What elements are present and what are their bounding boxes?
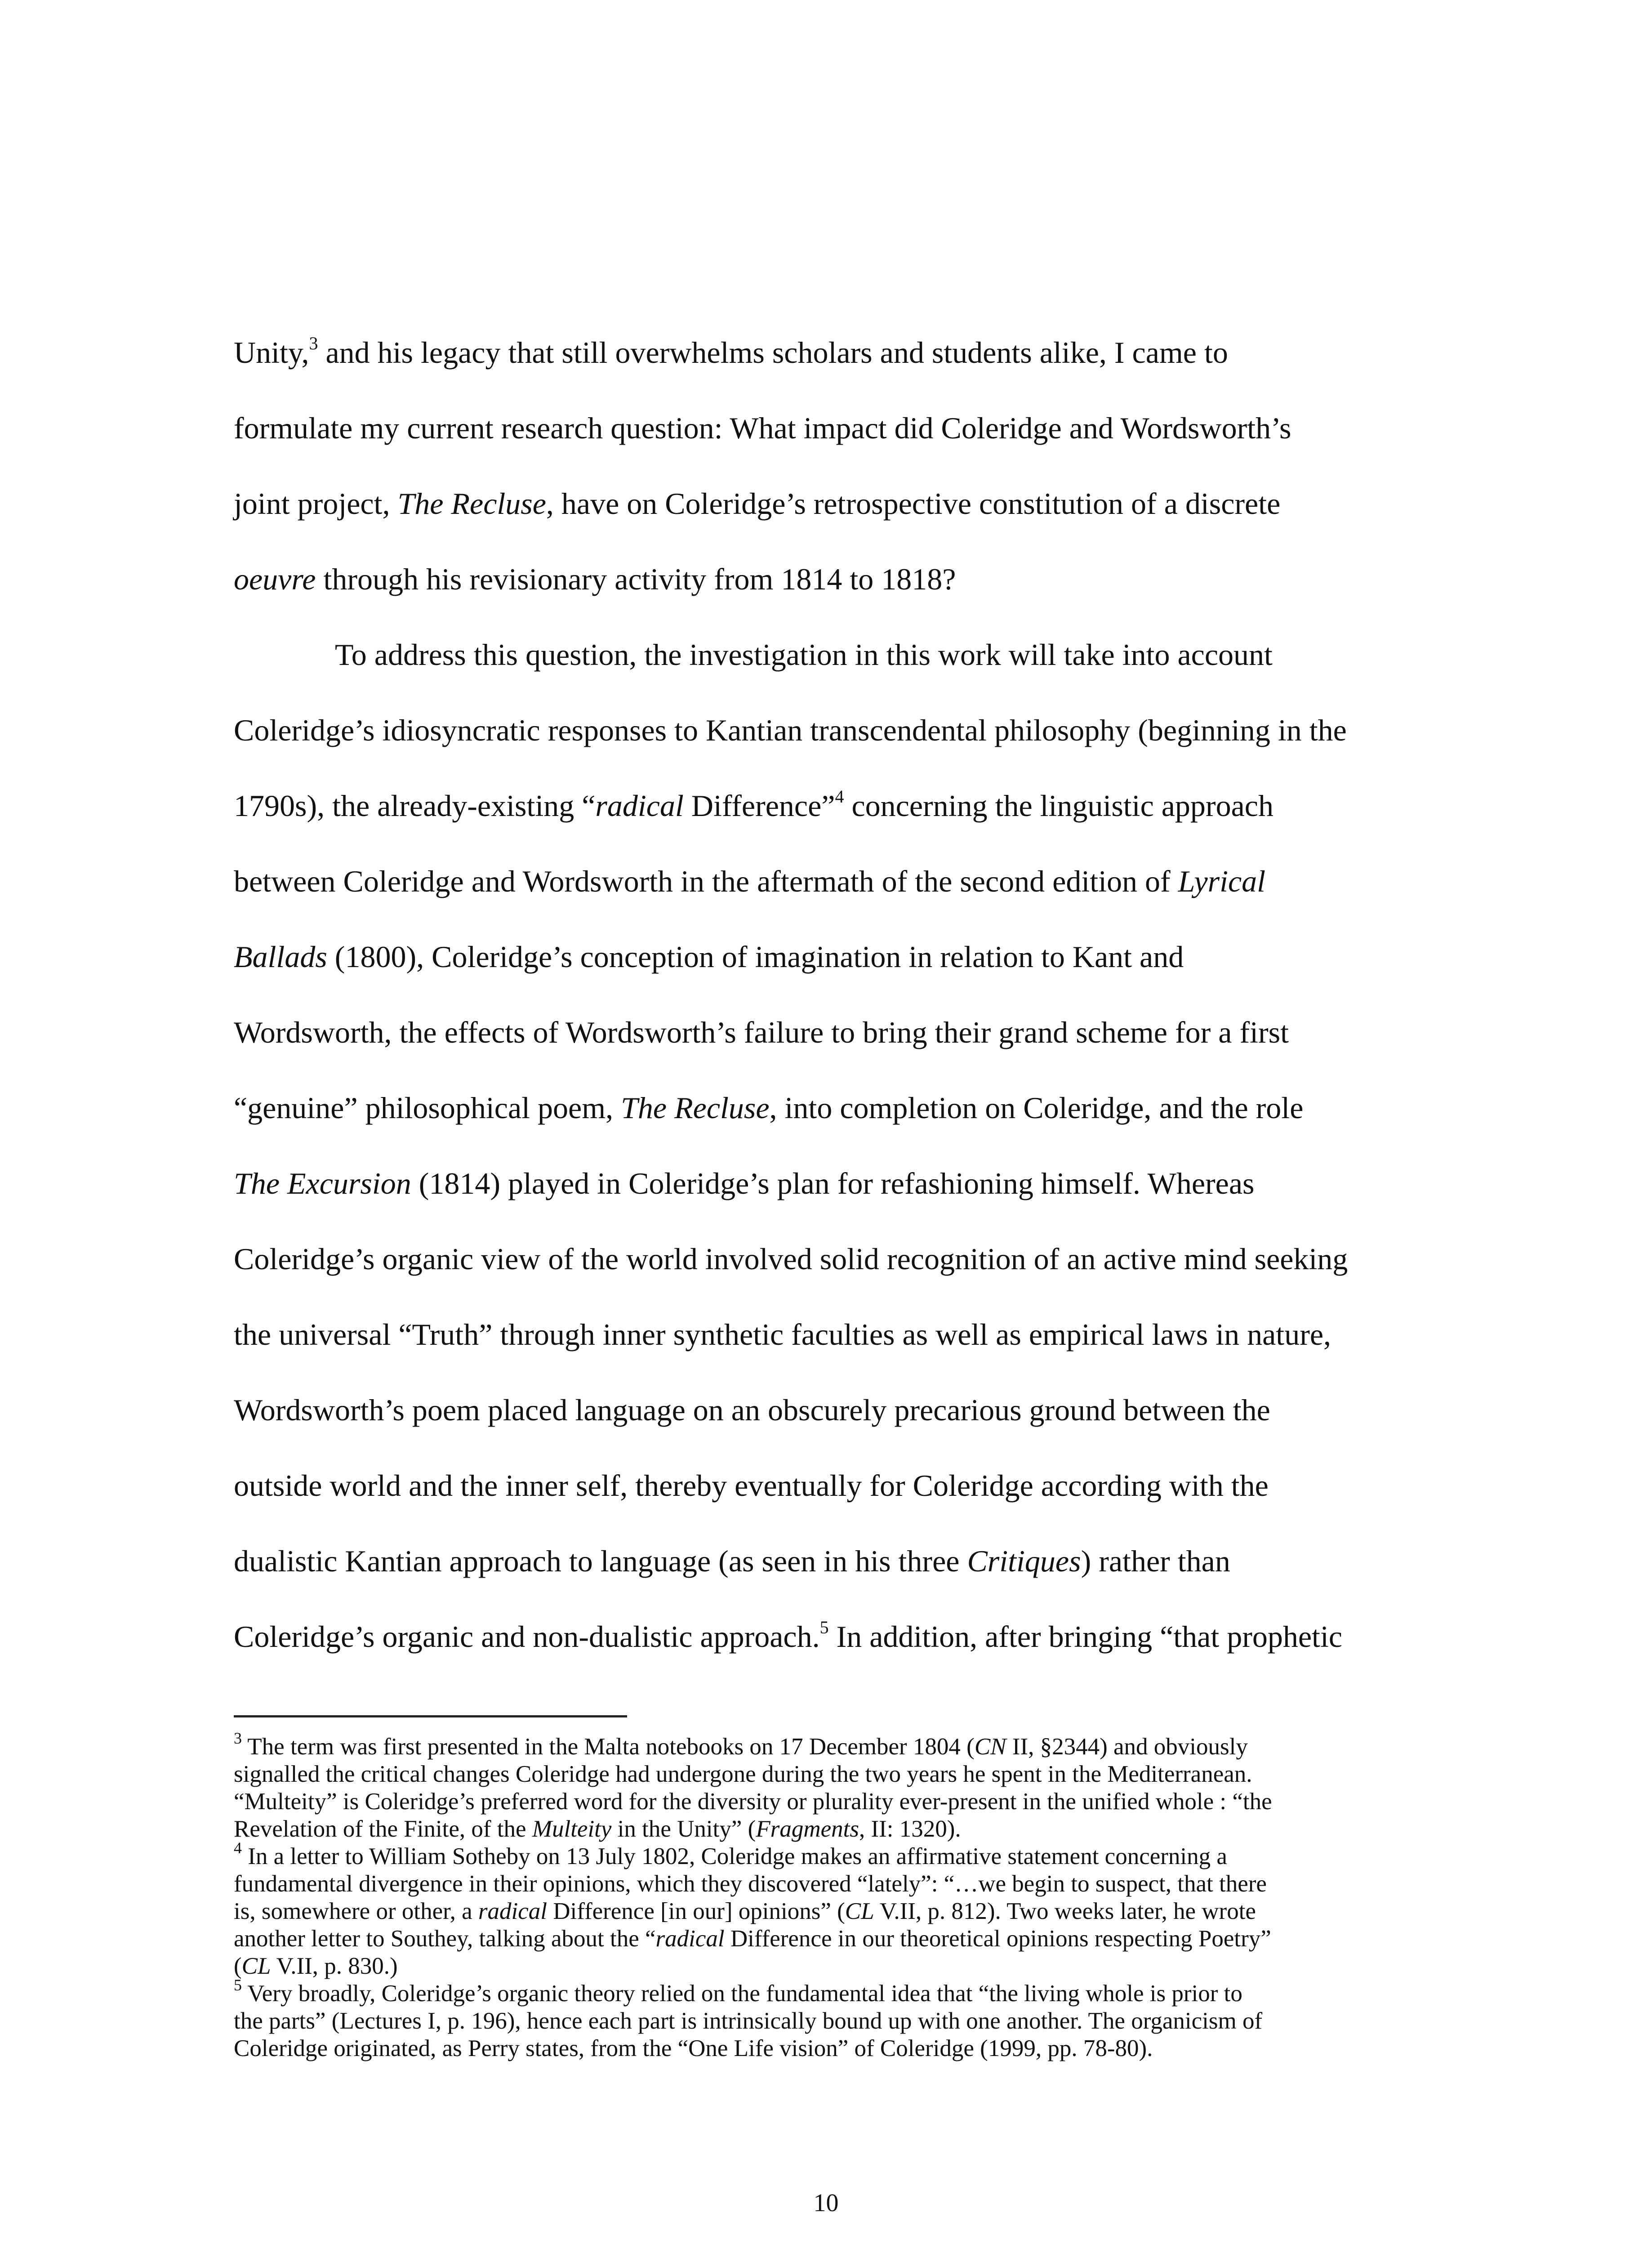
text-run: is, somewhere or other, a bbox=[234, 1898, 478, 1924]
italic-title: Lyrical bbox=[1178, 864, 1266, 898]
italic-title: The Recluse bbox=[621, 1091, 770, 1125]
text-run: The term was first presented in the Malta notebooks on 17 December 1804 ( bbox=[242, 1734, 975, 1760]
body-line bbox=[234, 1297, 1447, 1372]
text-run: Coleridge’s organic and non-dualistic approach. bbox=[234, 1619, 820, 1654]
footnote-marker-4: 4 bbox=[835, 786, 844, 807]
text-run: “Multeity” is Coleridge’s preferred word for the diversity or plurality ever-present in the unified whole : “the bbox=[234, 1789, 1272, 1815]
body-line bbox=[234, 541, 1447, 617]
text-run: Difference” bbox=[683, 789, 835, 823]
footnote-marker-5: 5 bbox=[819, 1617, 829, 1637]
body-line bbox=[234, 315, 1447, 390]
body-line bbox=[234, 995, 1447, 1070]
text-run: joint project, bbox=[234, 486, 398, 521]
text-run: between Coleridge and Wordsworth in the aftermath of the second edition of bbox=[234, 864, 1178, 898]
body-line bbox=[234, 1070, 1447, 1146]
footnote-line bbox=[234, 1870, 1447, 1898]
text-run: formulate my current research question: What impact did Coleridge and Wordsworth’s bbox=[234, 411, 1291, 445]
body-line bbox=[234, 1146, 1447, 1221]
footnote-line bbox=[234, 1953, 1447, 1980]
body-line bbox=[234, 692, 1447, 768]
body-line bbox=[234, 919, 1447, 995]
body-line bbox=[234, 1599, 1447, 1674]
footnote-number-3: 3 bbox=[234, 1729, 242, 1747]
text-run: II, §2344) and obviously bbox=[1006, 1734, 1248, 1760]
text-run: and his legacy that still overwhelms scholars and students alike, I came to bbox=[318, 335, 1228, 370]
footnote-line bbox=[234, 2007, 1447, 2035]
text-run: Difference in our theoretical opinions respecting Poetry” bbox=[724, 1926, 1271, 1952]
body-line bbox=[234, 1448, 1447, 1523]
page-number: 10 bbox=[813, 2189, 839, 2217]
text-run: Difference [in our] opinions” ( bbox=[547, 1898, 845, 1924]
italic-abbrev: CL bbox=[241, 1953, 271, 1979]
body-line bbox=[234, 1523, 1447, 1599]
footnote-line bbox=[234, 1815, 1447, 1843]
body-text bbox=[234, 315, 1447, 1674]
text-run: , II: 1320). bbox=[859, 1816, 961, 1842]
footnote-line bbox=[234, 2035, 1447, 2062]
body-line bbox=[234, 1221, 1447, 1297]
italic-term: oeuvre bbox=[234, 562, 316, 596]
text-run: V.II, p. 812). Two weeks later, he wrote bbox=[874, 1898, 1256, 1924]
body-line bbox=[234, 617, 1447, 692]
footnotes bbox=[234, 1729, 1447, 2062]
text-run: , into completion on Coleridge, and the role bbox=[769, 1091, 1304, 1125]
text-run: outside world and the inner self, thereby eventually for Coleridge according with the bbox=[234, 1468, 1269, 1503]
body-line bbox=[234, 1372, 1447, 1448]
footnote-line bbox=[234, 1839, 1447, 1870]
italic-term: radical bbox=[595, 789, 684, 823]
italic-term: radical bbox=[478, 1898, 548, 1924]
text-run: V.II, p. 830.) bbox=[271, 1953, 398, 1979]
footnote-line bbox=[234, 1729, 1447, 1761]
footnote-marker-3: 3 bbox=[309, 333, 318, 353]
text-run: (1800), Coleridge’s conception of imagination in relation to Kant and bbox=[327, 940, 1184, 974]
text-run: , have on Coleridge’s retrospective constitution of a discrete bbox=[546, 486, 1281, 521]
text-run: the parts” (Lectures I, p. 196), hence each part is intrinsically bound up with one another. The organicism of bbox=[234, 2008, 1263, 2034]
footnote-line bbox=[234, 1898, 1447, 1925]
text-run: Coleridge’s idiosyncratic responses to Kantian transcendental philosophy (beginning in the bbox=[234, 713, 1347, 747]
italic-title: Fragments bbox=[756, 1816, 859, 1842]
text-run: 1790s), the already-existing “ bbox=[234, 789, 596, 823]
italic-title: Ballads bbox=[234, 940, 327, 974]
body-line bbox=[234, 768, 1447, 843]
text-run: “genuine” philosophical poem, bbox=[234, 1091, 621, 1125]
footnote-line bbox=[234, 1925, 1447, 1953]
text-run: Revelation of the Finite, of the bbox=[234, 1816, 532, 1842]
footnote-line bbox=[234, 1788, 1447, 1815]
text-run: ( bbox=[234, 1953, 242, 1979]
text-run: the universal “Truth” through inner synthetic faculties as well as empirical laws in nature, bbox=[234, 1317, 1331, 1351]
italic-title: The Excursion bbox=[234, 1166, 411, 1200]
italic-title: Critiques bbox=[967, 1544, 1081, 1578]
text-run: fundamental divergence in their opinions, which they discovered “lately”: “…we begin to suspect, that there bbox=[234, 1871, 1267, 1897]
footnote-line bbox=[234, 1761, 1447, 1788]
footnote-number-4: 4 bbox=[234, 1839, 242, 1857]
text-run: Wordsworth, the effects of Wordsworth’s failure to bring their grand scheme for a first bbox=[234, 1015, 1289, 1049]
footnote-number-5: 5 bbox=[234, 1976, 242, 1994]
text-run: concerning the linguistic approach bbox=[844, 789, 1274, 823]
body-line bbox=[234, 843, 1447, 919]
text-run: another letter to Southey, talking about the “ bbox=[234, 1926, 656, 1952]
footnote-line bbox=[234, 1976, 1447, 2007]
italic-term: Multeity bbox=[532, 1816, 612, 1842]
text-run: In a letter to William Sotheby on 13 July 1802, Coleridge makes an affirmative statement concerning a bbox=[242, 1843, 1227, 1869]
text-run: In addition, after bringing “that prophetic bbox=[828, 1619, 1343, 1654]
text-run: Coleridge originated, as Perry states, from the “One Life vision” of Coleridge (1999, pp. 78-80). bbox=[234, 2035, 1153, 2061]
footnote-separator bbox=[234, 1715, 627, 1717]
body-line bbox=[234, 390, 1447, 466]
italic-term: radical bbox=[655, 1926, 725, 1952]
text-run: Very broadly, Coleridge’s organic theory relied on the fundamental idea that “the living whole is prior to bbox=[242, 1980, 1242, 2007]
text-run: To address this question, the investigation in this work will take into account bbox=[335, 638, 1273, 672]
text-run: signalled the critical changes Coleridge had undergone during the two years he spent in the Mediterranean. bbox=[234, 1761, 1252, 1787]
italic-abbrev: CL bbox=[845, 1898, 874, 1924]
italic-title: The Recluse bbox=[397, 486, 546, 521]
text-run: Wordsworth’s poem placed language on an obscurely precarious ground between the bbox=[234, 1393, 1270, 1427]
italic-abbrev: CN bbox=[974, 1734, 1006, 1760]
text-run: dualistic Kantian approach to language (as seen in his three bbox=[234, 1544, 967, 1578]
text-run: in the Unity” ( bbox=[611, 1816, 756, 1842]
text-run: Unity, bbox=[234, 335, 309, 370]
text-run: (1814) played in Coleridge’s plan for refashioning himself. Whereas bbox=[411, 1166, 1255, 1200]
text-run: Coleridge’s organic view of the world involved solid recognition of an active mind seeking bbox=[234, 1242, 1348, 1276]
body-line bbox=[234, 466, 1447, 541]
text-run: ) rather than bbox=[1081, 1544, 1230, 1578]
text-run: through his revisionary activity from 1814 to 1818? bbox=[316, 562, 956, 596]
